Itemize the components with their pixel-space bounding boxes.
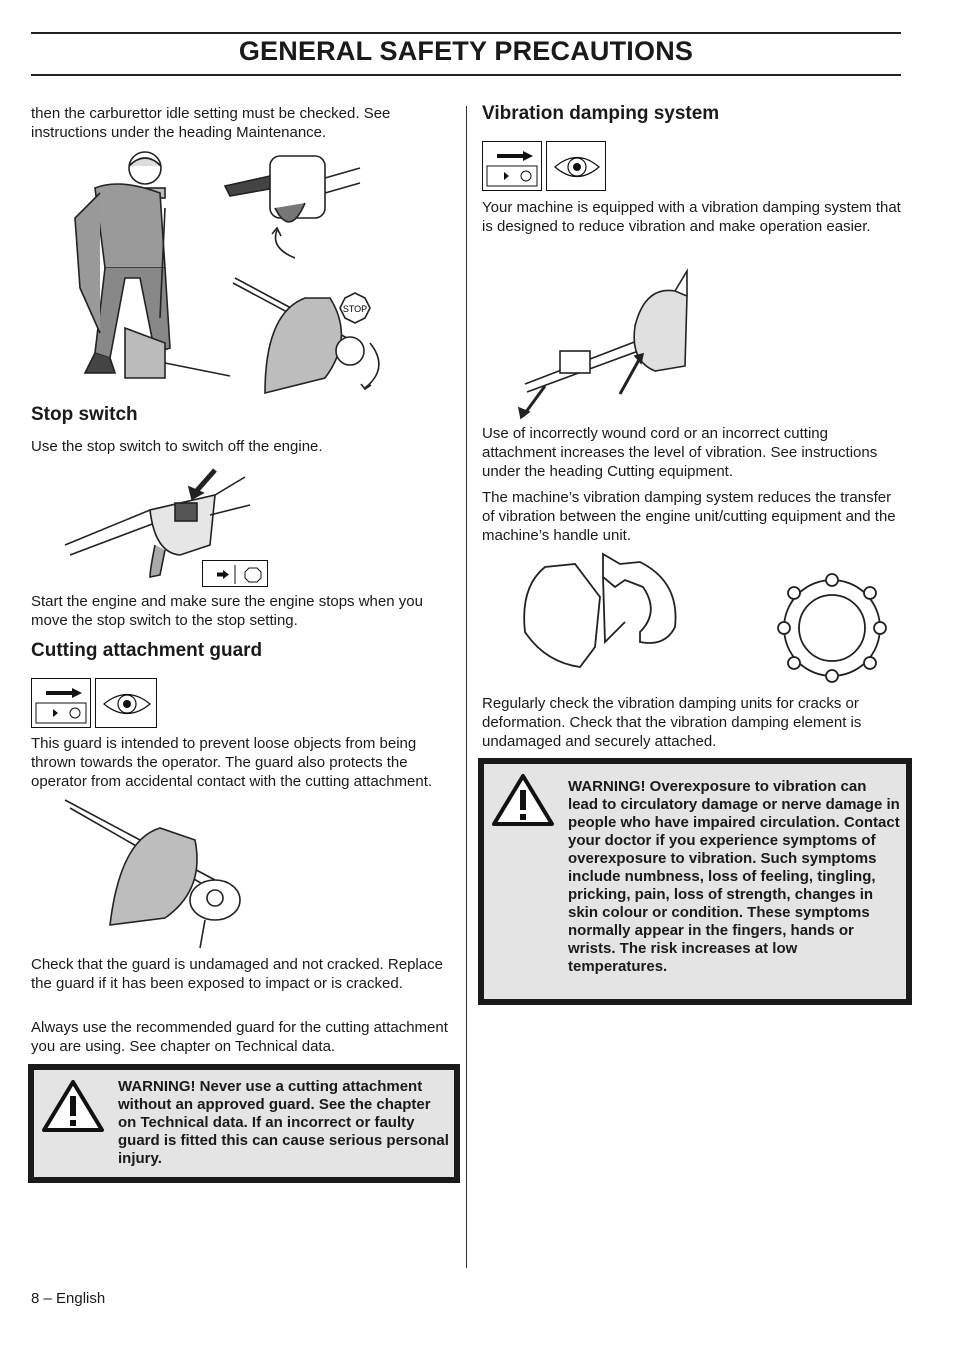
guard-heading: Cutting attachment guard xyxy=(31,640,263,661)
guard-paragraph-1: This guard is intended to prevent loose objects from being thrown towards the operator. The guard also protects the operator from accidental contact with the cutting attachment. xyxy=(31,735,433,790)
vibration-paragraph-4: Regularly check the vibration damping units for cracks or deformation. Check that the vibration damping element is undamaged and securely attached. xyxy=(482,695,862,750)
operator-illustration xyxy=(65,148,368,398)
vibration-damper-illustration xyxy=(515,266,700,421)
intro-paragraph: then the carburettor idle setting must be checked. See instructions under the heading Maintenance. xyxy=(31,105,391,141)
guard-warning-box xyxy=(28,1064,460,1183)
vibration-paragraph-1: Your machine is equipped with a vibration damping system that is designed to reduce vibration and make operation easier. xyxy=(482,199,901,235)
stop-switch-paragraph-2: Start the engine and make sure the engine stops when you move the stop switch to the stop setting. xyxy=(31,593,423,629)
guard-paragraph-2: Check that the guard is undamaged and not cracked. Replace the guard if it has been exposed to impact or is cracked. xyxy=(31,956,443,992)
warning-triangle-icon xyxy=(490,772,556,828)
vibration-warning-text: WARNING! Overexposure to vibration can lead to circulatory damage or nerve damage in people who have impaired circulation. Contact your doctor if you experience symptoms of overexposure to vibration. Such symptoms include numbness, loss of feeling, tingling, pricking, pain, loss of strength, changes in skin colour or condition. These symptoms normally appear in the fingers, hands or wrists. The risk increases at low temperatures. xyxy=(568,778,900,975)
guard-paragraph-3: Always use the recommended guard for the cutting attachment you are using. See chapter on Technical data. xyxy=(31,1019,448,1055)
page-title: GENERAL SAFETY PRECAUTIONS xyxy=(238,36,694,66)
stop-sign-label: STOP xyxy=(342,304,368,314)
guard-warning-text: WARNING! Never use a cutting attachment without an approved guard. See the chapter on Technical data. If an incorrect or faulty guard is fitted this can cause serious personal injury. xyxy=(118,1078,449,1167)
warning-triangle-icon xyxy=(40,1078,106,1134)
guard-illustration xyxy=(65,800,250,950)
stop-switch-heading: Stop switch xyxy=(31,404,138,425)
stop-switch-paragraph-1: Use the stop switch to switch off the engine. xyxy=(31,438,323,455)
vibration-pictograms xyxy=(482,141,606,191)
vibration-paragraph-2: Use of incorrectly wound cord or an incorrect cutting attachment increases the level of vibration. See instructions under the heading Cutting equipment. xyxy=(482,425,878,480)
column-divider xyxy=(466,106,467,1268)
stop-pictogram-icon xyxy=(202,560,268,587)
read-manual-icon xyxy=(31,678,91,728)
vibration-paragraph-3: The machine’s vibration damping system reduces the transfer of vibration between the engine unit/cutting equipment and the machine’s handle unit. xyxy=(482,489,896,544)
damper-units-illustration xyxy=(515,552,685,672)
stop-sign-icon xyxy=(340,293,370,323)
damper-ring-illustration xyxy=(775,568,890,686)
guard-pictograms xyxy=(31,678,157,728)
eye-inspect-icon xyxy=(546,141,606,191)
stop-switch-pictogram xyxy=(202,560,268,587)
header-rule-bottom xyxy=(31,74,901,76)
eye-inspect-icon xyxy=(95,678,157,728)
read-manual-icon xyxy=(482,141,542,191)
page-number: 8 – English xyxy=(31,1290,106,1307)
vibration-heading: Vibration damping system xyxy=(482,103,720,124)
vibration-warning-box xyxy=(478,758,912,1005)
header-rule-top xyxy=(31,32,901,34)
